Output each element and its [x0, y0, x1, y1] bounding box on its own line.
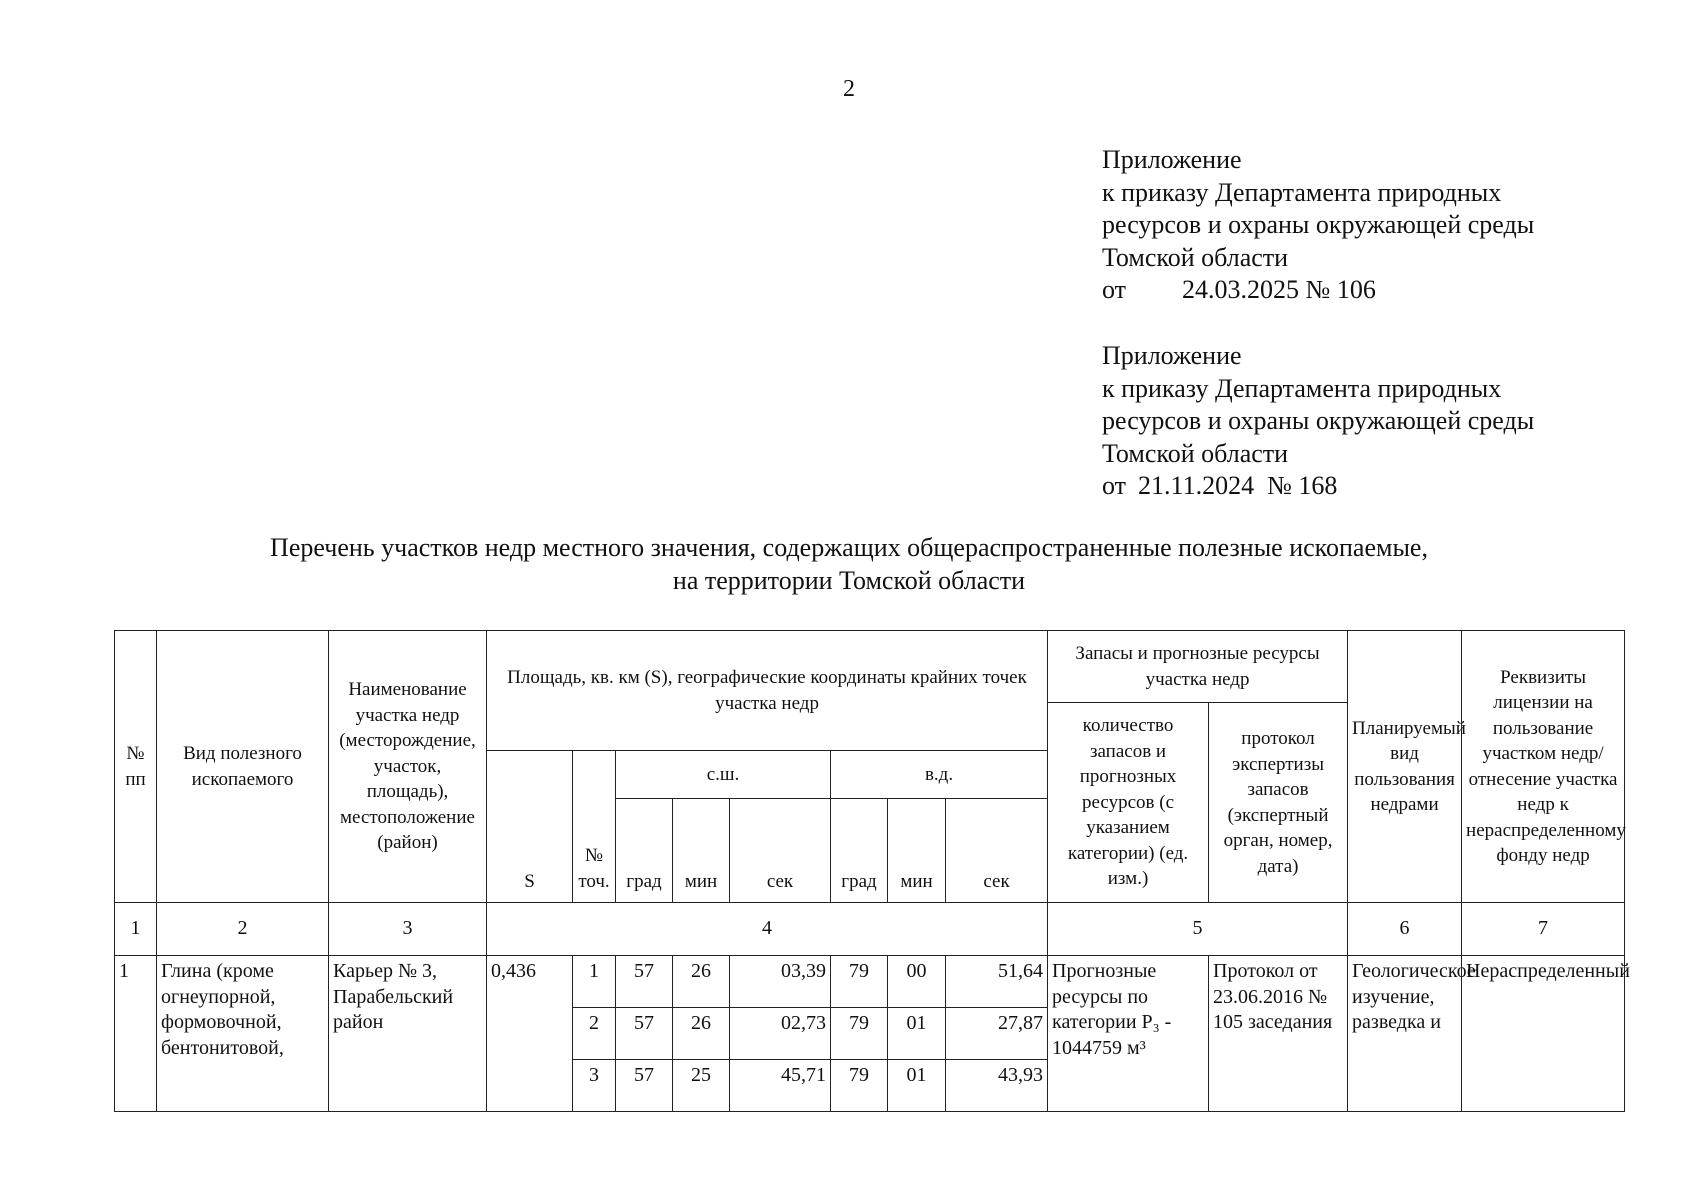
appendix-line: к приказу Департамента природных: [1102, 373, 1502, 403]
column-number: 1: [115, 903, 157, 956]
header-mineral: Вид полезного ископаемого: [157, 631, 329, 903]
appendix-date-line: [1102, 274, 1534, 307]
lon-deg: 79: [831, 1008, 888, 1060]
appendix-previous-order: [1102, 340, 1534, 503]
header-site-name: Наименование участка недр (месторождение, участок, площадь), местоположение (район): [329, 631, 487, 903]
site-name: Карьер № 3, Парабельский район: [329, 956, 487, 1112]
header-lon-min: мин: [888, 799, 946, 903]
lat-deg: 57: [616, 1060, 673, 1112]
header-latitude: с.ш.: [616, 751, 831, 799]
header-reserves: Запасы и прогнозные ресурсы участка недр: [1048, 631, 1348, 703]
header-lat-sec: сек: [730, 799, 831, 903]
header-reserves-quantity: количество запасов и прогнозных ресурсов (с указанием категории) (ед. изм.): [1048, 703, 1209, 903]
appendix-line: ресурсов и охраны окружающей среды: [1102, 210, 1535, 239]
column-number: 4: [487, 903, 1048, 956]
lon-min: 00: [888, 956, 946, 1008]
order-date: 21.11.2024: [1138, 471, 1255, 500]
date-prefix: от: [1102, 471, 1127, 500]
lat-sec: 02,73: [730, 1008, 831, 1060]
appendix-label: Приложение: [1102, 145, 1242, 174]
license-status: Нераспределенный: [1462, 956, 1625, 1112]
column-number: 2: [157, 903, 329, 956]
order-number: № 168: [1267, 471, 1338, 500]
column-number: 5: [1048, 903, 1348, 956]
header-area-coordinates: Площадь, кв. км (S), географические координаты крайних точек участка недр: [487, 631, 1048, 751]
lon-deg: 79: [831, 1060, 888, 1112]
header-longitude: в.д.: [831, 751, 1048, 799]
appendix-date-line: [1102, 470, 1534, 503]
header-point-no: № точ.: [573, 751, 616, 903]
header-lat-deg: град: [616, 799, 673, 903]
header-s: S: [487, 751, 573, 903]
order-number: № 106: [1305, 275, 1376, 304]
header-planned-use: Планируемый вид пользования недрами: [1348, 631, 1462, 903]
header-no: № пп: [115, 631, 157, 903]
appendix-line: Томской области: [1102, 242, 1289, 272]
planned-use: Геологическое изучение, разведка и: [1348, 956, 1462, 1112]
lat-min: 26: [673, 956, 730, 1008]
header-reserves-protocol: протокол экспертизы запасов (экспертный орган, номер, дата): [1209, 703, 1348, 903]
lat-deg: 57: [616, 956, 673, 1008]
appendix-line: к приказу Департамента природных: [1102, 177, 1502, 207]
page-number: 2: [843, 76, 855, 102]
appendix-current-order: [1102, 144, 1534, 307]
appendix-line: Томской области: [1102, 438, 1289, 468]
lon-sec: 27,87: [946, 1008, 1048, 1060]
appendix-line: ресурсов и охраны окружающей среды: [1102, 406, 1535, 435]
table-row: [115, 956, 1625, 1008]
header-lat-min: мин: [673, 799, 730, 903]
header-lon-deg: град: [831, 799, 888, 903]
lon-sec: 51,64: [946, 956, 1048, 1008]
appendix-label: Приложение: [1102, 341, 1242, 370]
header-lon-sec: сек: [946, 799, 1048, 903]
point-number: 2: [573, 1008, 616, 1060]
row-number: 1: [115, 956, 157, 1112]
document-title: [0, 532, 1698, 597]
date-prefix: от: [1102, 275, 1127, 304]
lat-min: 25: [673, 1060, 730, 1112]
point-number: 1: [573, 956, 616, 1008]
column-number-row: [115, 903, 1625, 956]
area-s: 0,436: [487, 956, 573, 1112]
lon-min: 01: [888, 1008, 946, 1060]
lat-sec: 03,39: [730, 956, 831, 1008]
header-license: Реквизиты лицензии на пользование участком недр/ отнесение участка недр к нераспределенному фонду недр: [1462, 631, 1625, 903]
reserves-quantity: Прогнозные ресурсы по категории P₃ - 1044759 м³: [1048, 956, 1209, 1112]
column-number: 6: [1348, 903, 1462, 956]
lon-sec: 43,93: [946, 1060, 1048, 1112]
order-date: 24.03.2025: [1182, 275, 1300, 304]
lat-sec: 45,71: [730, 1060, 831, 1112]
reserves-protocol: Протокол от 23.06.2016 № 105 заседания: [1209, 956, 1348, 1112]
lat-deg: 57: [616, 1008, 673, 1060]
subsoil-sites-table: [114, 630, 1630, 1112]
lon-deg: 79: [831, 956, 888, 1008]
mineral-type: Глина (кроме огнеупорной, формовочной, бентонитовой,: [157, 956, 329, 1112]
point-number: 3: [573, 1060, 616, 1112]
title-line: на территории Томской области: [672, 565, 1026, 595]
column-number: 3: [329, 903, 487, 956]
lon-min: 01: [888, 1060, 946, 1112]
title-line: Перечень участков недр местного значения, содержащих общераспространенные полезные ископаемые,: [270, 533, 1428, 562]
lat-min: 26: [673, 1008, 730, 1060]
column-number: 7: [1462, 903, 1625, 956]
